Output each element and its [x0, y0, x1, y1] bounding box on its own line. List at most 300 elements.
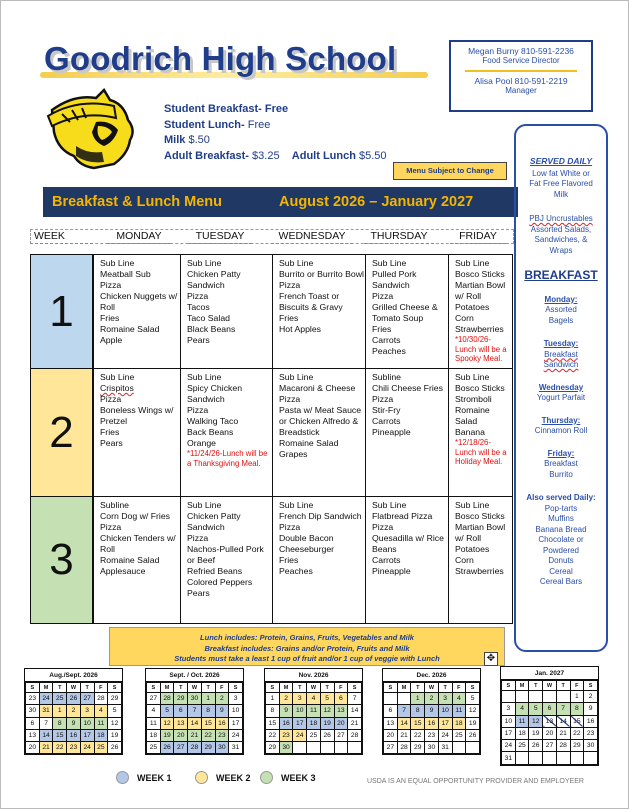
menu-item: Nachos-Pulled Pork or Beef — [187, 544, 264, 565]
calendar-weekday: W — [307, 683, 321, 693]
menu-item: Beans — [372, 544, 397, 554]
calendar-day: 9 — [279, 705, 293, 717]
calendar-day: 19 — [529, 727, 543, 739]
calendar-day: 8 — [266, 705, 280, 717]
menu-subject-note: Menu Subject to Change — [393, 162, 507, 180]
breakfast-day: Wednesday — [538, 382, 584, 392]
calendar-day — [529, 752, 543, 764]
calendar-day: 29 — [108, 693, 122, 705]
menu-item: Corn Dog w/ Fries — [100, 511, 171, 521]
breakfast-item: Cinnamon Roll — [534, 426, 588, 435]
menu-item: Pizza — [100, 522, 122, 532]
menu-item: Carrots — [372, 555, 401, 565]
served-daily-salads: Assorted Salads, Sandwiches, & Wraps — [530, 224, 592, 255]
menu-item: Grilled Cheese & Tomato Soup — [372, 302, 438, 323]
breakfast-day: Friday: — [547, 448, 575, 458]
calendar-day — [452, 742, 466, 754]
calendar-day: 12 — [466, 705, 480, 717]
calendar-jan — [500, 666, 599, 766]
calendar-day — [543, 691, 557, 703]
calendar-day: 7 — [348, 693, 362, 705]
lunch-includes: Lunch includes: Protein, Grains, Fruits, Vegetables and Milk — [200, 633, 414, 642]
calendar-day: 7 — [556, 703, 570, 715]
week-2-color-icon — [195, 771, 208, 784]
calendar-day: 30 — [584, 740, 598, 752]
calendar-day: 3 — [438, 693, 452, 705]
calendar-weekday: F — [215, 683, 229, 693]
calendar-day: 2 — [425, 693, 439, 705]
breakfast-day: Tuesday: — [543, 339, 579, 348]
calendar-weekday: T — [411, 683, 425, 693]
calendar-day — [570, 752, 584, 764]
menu-item: Fries — [372, 324, 392, 334]
menu-item: Bosco Sticks — [455, 269, 505, 279]
banner-title: Breakfast & Lunch Menu — [52, 194, 222, 210]
menu-item: Pulled Pork Sandwich — [372, 269, 417, 290]
week-1-thursday — [365, 255, 448, 368]
menu-item: Romaine Salad — [100, 555, 160, 565]
calendar-day — [515, 752, 529, 764]
menu-item: Sub Line — [187, 258, 222, 268]
breakfast-friday — [516, 449, 606, 481]
calendar-day: 13 — [334, 705, 348, 717]
calendar-day: 30 — [188, 693, 202, 705]
also-item: Pop-tarts — [544, 503, 578, 513]
menu-item: Meatball Sub — [100, 269, 151, 279]
calendar-day — [556, 752, 570, 764]
calendar-day — [529, 691, 543, 703]
calendar-day: 31 — [502, 752, 516, 764]
menu-item: French Toast or Biscuits & Gravy — [279, 291, 343, 312]
calendar-day: 22 — [266, 729, 280, 741]
menu-item: Crispitos — [100, 383, 134, 393]
calendar-day: 18 — [94, 729, 108, 741]
calendar-day: 8 — [53, 717, 67, 729]
martians-logo-icon — [44, 80, 144, 172]
calendar-weekday: M — [39, 683, 53, 693]
calendar-day: 11 — [147, 717, 161, 729]
milk-label: Milk — [164, 134, 186, 146]
calendar-day — [584, 752, 598, 764]
menu-item: Colored Peppers — [187, 577, 253, 587]
calendar-day: 9 — [67, 717, 81, 729]
calendar-day: 26 — [466, 729, 480, 741]
also-item: Banana Bread — [535, 524, 587, 534]
student-breakfast-price: Free — [264, 103, 289, 115]
calendar-day: 14 — [348, 705, 362, 717]
breakfast-heading: BREAKFAST — [524, 268, 598, 282]
menu-banner — [43, 187, 518, 217]
move-handle-icon[interactable]: ✥ — [484, 652, 498, 666]
calendar-day: 5 — [160, 705, 174, 717]
calendar-day: 24 — [502, 740, 516, 752]
menu-item: Pears — [187, 335, 210, 345]
menu-item: Pizza — [100, 280, 122, 290]
menu-item: Pizza — [187, 291, 209, 301]
calendar-day: 7 — [39, 717, 53, 729]
calendar-weekday: M — [397, 683, 411, 693]
adult-lunch-label: Adult Lunch — [291, 149, 356, 162]
menu-item: Romaine Salad — [100, 324, 160, 334]
menu-item: Martian Bowl w/ Roll — [455, 522, 506, 543]
student-breakfast-label: Student Breakfast- — [164, 103, 262, 115]
calendar-aug-sept — [24, 668, 123, 755]
calendar-day: 5 — [466, 693, 480, 705]
calendar-day: 17 — [502, 727, 516, 739]
calendar-day: 4 — [147, 705, 161, 717]
menu-item: Stir-Fry — [372, 405, 401, 415]
calendar-day: 27 — [174, 742, 188, 754]
menu-item: Pizza — [372, 522, 394, 532]
contact-separator — [465, 70, 577, 72]
calendar-day: 4 — [307, 693, 321, 705]
menu-item: Boneless Wings w/ Pretzel — [100, 405, 174, 426]
menu-item: Quesadilla w/ Rice — [372, 533, 444, 543]
calendar-day: 19 — [320, 717, 334, 729]
calendar-day: 15 — [53, 729, 67, 741]
legend-label: WEEK 2 — [216, 772, 251, 783]
week-1-color-icon — [116, 771, 129, 784]
menu-item: Pizza — [100, 394, 122, 404]
calendar-day: 4 — [515, 703, 529, 715]
calendar-day: 29 — [411, 742, 425, 754]
menu-item: Pineapple — [372, 566, 411, 576]
menu-item: Carrots — [372, 335, 401, 345]
calendar-day: 22 — [411, 729, 425, 741]
calendar-weekday: T — [320, 683, 334, 693]
calendar-title: Dec. 2026 — [383, 669, 480, 682]
also-item: Cereal Bars — [539, 577, 583, 586]
calendar-day: 22 — [570, 727, 584, 739]
adult-breakfast-label: Adult Breakfast- — [164, 149, 249, 162]
week-1-monday — [94, 255, 180, 368]
calendar-day: 16 — [584, 715, 598, 727]
calendar-day: 14 — [397, 717, 411, 729]
menu-item: Pizza — [187, 405, 209, 415]
calendar-day — [334, 742, 348, 754]
calendar-title: Jan. 2027 — [501, 667, 598, 680]
calendar-day: 28 — [94, 693, 108, 705]
menu-item: Pineapple — [372, 427, 411, 437]
menu-item: Pizza — [187, 533, 209, 543]
calendar-day: 18 — [515, 727, 529, 739]
menu-item: Pasta w/ Meat Sauce or Chicken Alfredo & Breadstick — [279, 405, 362, 437]
calendar-day: 17 — [293, 717, 307, 729]
calendar-day: 6 — [384, 705, 398, 717]
calendar-day: 8 — [201, 705, 215, 717]
menu-item: Chicken Patty Sandwich — [187, 269, 241, 290]
calendar-day: 6 — [26, 717, 40, 729]
menu-item: Bosco Sticks — [455, 511, 505, 521]
week-2-tuesday — [180, 369, 272, 496]
menu-item: Pears — [100, 438, 123, 448]
menu-item: Potatoes — [455, 544, 490, 554]
calendar-day: 20 — [26, 742, 40, 754]
calendar-day: 13 — [26, 729, 40, 741]
week-2-number: 2 — [30, 368, 93, 497]
calendar-day: 16 — [279, 717, 293, 729]
calendar-day: 24 — [229, 729, 243, 741]
calendar-day: 14 — [188, 717, 202, 729]
menu-item: Potatoes — [455, 302, 490, 312]
calendar-weekday: S — [384, 683, 398, 693]
calendar-day: 15 — [411, 717, 425, 729]
calendar-day: 9 — [584, 703, 598, 715]
calendar-day: 24 — [39, 693, 53, 705]
also-item: Muffins — [548, 514, 574, 523]
calendar-day — [515, 691, 529, 703]
menu-item: Pears — [187, 588, 210, 598]
calendar-day: 6 — [174, 705, 188, 717]
week-3-color-icon — [260, 771, 273, 784]
calendar-day: 27 — [80, 693, 94, 705]
served-daily-pbj-block — [516, 214, 606, 256]
menu-item: Sub Line — [187, 500, 222, 510]
calendar-day: 26 — [529, 740, 543, 752]
banner-dates: August 2026 – January 2027 — [279, 194, 474, 210]
calendar-weekday: F — [94, 683, 108, 693]
menu-item: Double Bacon Cheeseburger — [279, 533, 335, 554]
calendar-day: 1 — [201, 693, 215, 705]
calendar-day — [466, 742, 480, 754]
calendar-weekday: S — [266, 683, 280, 693]
calendar-day: 20 — [543, 727, 557, 739]
calendar-day: 12 — [320, 705, 334, 717]
menu-item: Carrots — [372, 416, 401, 426]
menu-item: Fries — [279, 555, 299, 565]
calendar-day: 12 — [108, 717, 122, 729]
calendar-day: 10 — [80, 717, 94, 729]
calendar-weekday: S — [466, 683, 480, 693]
calendar-day: 3 — [293, 693, 307, 705]
calendar-weekday: F — [570, 681, 584, 691]
calendar-day: 11 — [94, 717, 108, 729]
calendar-day: 6 — [543, 703, 557, 715]
calendar-day: 25 — [94, 742, 108, 754]
calendar-day: 14 — [556, 715, 570, 727]
menu-item: Fries — [100, 313, 120, 323]
calendar-day: 6 — [334, 693, 348, 705]
calendar-weekday: S — [147, 683, 161, 693]
calendar-day: 25 — [515, 740, 529, 752]
menu-item: Sub Line — [372, 500, 407, 510]
week-3-row — [93, 496, 513, 624]
calendar-day: 31 — [39, 705, 53, 717]
menu-item: Stromboli — [455, 394, 492, 404]
calendar-day: 25 — [307, 729, 321, 741]
header-monday: MONDAY — [107, 230, 171, 244]
calendar-title: Nov. 2026 — [265, 669, 362, 682]
week-1-row — [93, 254, 513, 369]
week-1-tuesday — [180, 255, 272, 368]
calendar-day: 1 — [570, 691, 584, 703]
calendar-day: 12 — [529, 715, 543, 727]
calendar-day: 10 — [229, 705, 243, 717]
calendar-day: 16 — [215, 717, 229, 729]
school-title: Goodrich High School — [44, 40, 397, 77]
header-friday: FRIDAY — [450, 230, 506, 244]
menu-item: Sub Line — [455, 372, 490, 382]
breakfast-day: Thursday: — [541, 415, 581, 425]
calendar-day: 23 — [26, 693, 40, 705]
calendar-title: Sept. / Oct. 2026 — [146, 669, 243, 682]
week-3-tuesday — [180, 497, 272, 623]
week-2-thursday — [365, 369, 448, 496]
calendar-day: 31 — [438, 742, 452, 754]
menu-item: Apple — [100, 335, 123, 345]
breakfast-day: Monday: — [544, 294, 578, 304]
calendar-day: 5 — [529, 703, 543, 715]
calendar-day: 24 — [80, 742, 94, 754]
menu-item: Hot Apples — [279, 324, 322, 334]
menu-item: Subline — [372, 372, 401, 382]
calendar-weekday: S — [348, 683, 362, 693]
calendar-day: 23 — [279, 729, 293, 741]
calendar-day — [348, 742, 362, 754]
price-list — [164, 102, 387, 164]
calendar-day: 30 — [279, 742, 293, 754]
calendar-day: 19 — [160, 729, 174, 741]
calendar-day: 13 — [543, 715, 557, 727]
calendar-day: 28 — [160, 693, 174, 705]
menu-item: Pizza — [279, 394, 301, 404]
calendar-day: 19 — [108, 729, 122, 741]
calendar-day: 2 — [279, 693, 293, 705]
menu-item: Bosco Sticks — [455, 383, 505, 393]
menu-item: Tacos — [187, 302, 210, 312]
calendar-weekday: T — [174, 683, 188, 693]
menu-item: Pizza — [372, 394, 394, 404]
calendar-weekday: M — [279, 683, 293, 693]
also-item: Cereal — [549, 566, 573, 576]
calendar-day: 1 — [266, 693, 280, 705]
menu-item: Banana — [455, 427, 485, 437]
calendar-day: 3 — [80, 705, 94, 717]
calendar-day: 24 — [438, 729, 452, 741]
calendar-day: 10 — [438, 705, 452, 717]
calendar-day: 21 — [556, 727, 570, 739]
calendar-day: 2 — [584, 691, 598, 703]
menu-item: Romaine Salad — [455, 405, 490, 426]
menu-item: Sub Line — [455, 258, 490, 268]
calendar-day: 17 — [438, 717, 452, 729]
menu-item: Strawberries — [455, 324, 504, 334]
breakfast-monday — [516, 295, 606, 327]
breakfast-item: Breakfast Sandwich — [543, 349, 579, 369]
menu-item: Applesauce — [100, 566, 146, 576]
calendar-weekday: W — [543, 681, 557, 691]
calendar-day: 13 — [174, 717, 188, 729]
calendar-day: 31 — [229, 742, 243, 754]
calendar-weekday: S — [229, 683, 243, 693]
usda-footer: USDA IS AN EQUAL OPPORTUNITY PROVIDER AND EMPLOYEER — [367, 778, 584, 785]
menu-item: Fries — [100, 427, 120, 437]
student-lunch-label: Student Lunch- — [164, 118, 245, 131]
menu-item: Peaches — [372, 346, 406, 356]
calendar-day: 12 — [160, 717, 174, 729]
calendar-day: 26 — [108, 742, 122, 754]
served-daily-heading: SERVED DAILY — [529, 156, 593, 166]
calendar-day: 25 — [147, 742, 161, 754]
calendar-day: 4 — [452, 693, 466, 705]
menu-item: Chicken Tenders w/ Roll — [100, 533, 176, 554]
menu-item: Pizza — [279, 280, 301, 290]
contact-2-name: Alisa Pool 810-591-2219 — [474, 76, 568, 86]
menu-item: French Dip Sandwich — [279, 511, 362, 521]
calendar-day: 23 — [584, 727, 598, 739]
calendar-weekday: T — [529, 681, 543, 691]
menu-item: Subline — [100, 500, 129, 510]
menu-item: Sub Line — [279, 500, 314, 510]
calendar-day: 4 — [94, 705, 108, 717]
menu-item: Sub Line — [100, 258, 135, 268]
menu-item: Chili Cheese Fries — [372, 383, 443, 393]
calendar-day: 3 — [502, 703, 516, 715]
menu-item: Romaine Salad — [279, 438, 339, 448]
menu-item: Chicken Patty Sandwich — [187, 511, 241, 532]
calendar-day: 8 — [570, 703, 584, 715]
week-2-row — [93, 368, 513, 497]
calendar-day: 7 — [397, 705, 411, 717]
menu-item: Refried Beans — [187, 566, 243, 576]
menu-item: Sub Line — [455, 500, 490, 510]
legend-week-2 — [195, 771, 251, 784]
calendar-day: 27 — [334, 729, 348, 741]
calendar-day: 23 — [67, 742, 81, 754]
calendar-day: 1 — [53, 705, 67, 717]
calendar-day: 5 — [320, 693, 334, 705]
week-1-number: 1 — [30, 254, 93, 369]
calendar-weekday: M — [515, 681, 529, 691]
calendar-day: 11 — [307, 705, 321, 717]
calendar-day: 26 — [160, 742, 174, 754]
special-meal-note: *10/30/26- Lunch will be a Spooky Meal. — [455, 335, 507, 363]
breakfast-item: Breakfast Burrito — [544, 459, 578, 479]
calendar-day: 26 — [320, 729, 334, 741]
calendar-day: 22 — [201, 729, 215, 741]
calendar-day: 17 — [229, 717, 243, 729]
menu-item: Macaroni & Cheese — [279, 383, 356, 393]
served-daily-pbj: PBJ Uncrustables — [529, 214, 593, 223]
calendar-weekday: S — [502, 681, 516, 691]
menu-item: Walking Taco — [187, 416, 239, 426]
breakfast-item: Assorted Bagels — [545, 305, 577, 325]
menu-item: Corn — [455, 313, 474, 323]
calendar-day: 15 — [201, 717, 215, 729]
calendar-day: 22 — [53, 742, 67, 754]
calendar-day: 8 — [411, 705, 425, 717]
menu-item: Pizza — [279, 522, 301, 532]
week-3-monday — [94, 497, 180, 623]
menu-item: Martian Bowl w/ Roll — [455, 280, 506, 301]
menu-item: Grapes — [279, 449, 308, 459]
week-2-friday — [448, 369, 513, 496]
also-item: Chocolate or Powdered Donuts — [538, 535, 584, 565]
breakfast-wednesday — [516, 383, 606, 404]
calendar-day: 21 — [348, 717, 362, 729]
calendar-day: 29 — [266, 742, 280, 754]
calendar-weekday: S — [584, 681, 598, 691]
legend-week-1 — [116, 771, 172, 784]
calendar-day — [556, 691, 570, 703]
calendar-day: 24 — [293, 729, 307, 741]
menu-item: Sub Line — [279, 372, 314, 382]
calendar-day: 26 — [67, 693, 81, 705]
menu-item: Pizza — [372, 291, 394, 301]
calendar-day: 15 — [570, 715, 584, 727]
calendar-day: 29 — [201, 742, 215, 754]
calendar-day: 20 — [174, 729, 188, 741]
